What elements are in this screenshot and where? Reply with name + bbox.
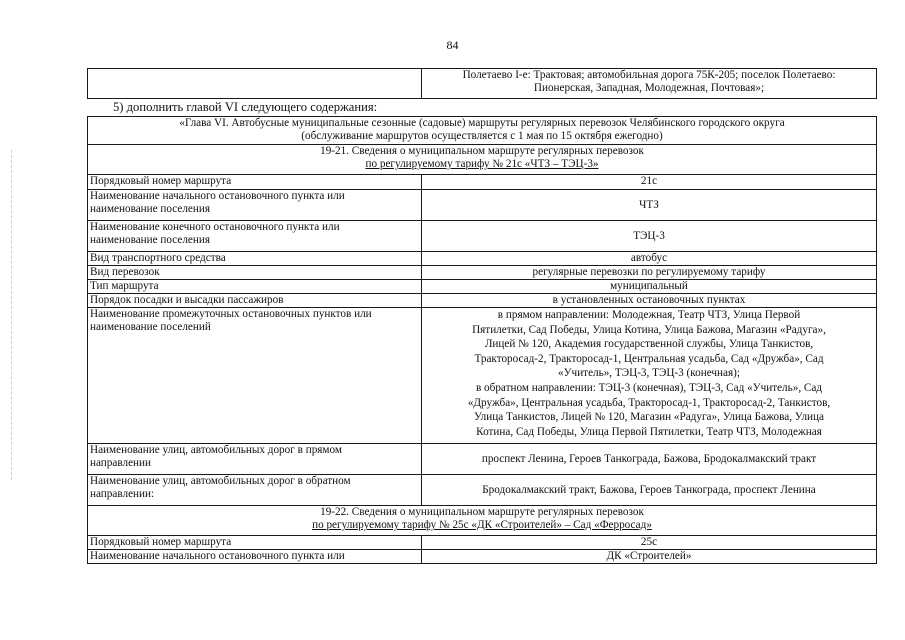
value-line: Тракторосад-2, Тракторосад-1, Центральная усадьба, Сад «Дружба», Сад <box>474 352 824 365</box>
label-line: Наименование начального остановочного пункта или <box>90 190 345 202</box>
value-line: ДК «Строителей» <box>606 550 692 562</box>
top-table-fragment <box>87 68 877 99</box>
table-row <box>88 69 877 99</box>
route-21-heading-row <box>88 145 877 175</box>
row-value <box>422 280 877 294</box>
value-line: Бродокалмакский тракт, Бажова, Героев Танкограда, проспект Ленина <box>482 483 816 496</box>
label-line: направлении: <box>90 488 155 500</box>
value-line: ЧТЗ <box>639 198 659 211</box>
chapter-title-line: «Глава VI. Автобусные муниципальные сезонные (садовые) маршруты регулярных перевозок Челябинского городского округа <box>179 117 785 129</box>
label-line: наименование поселения <box>90 234 210 246</box>
row-label <box>88 444 422 475</box>
value-line: Улица Танкистов, Лицей № 120, Магазин «Радуга», Улица Бажова, Улица <box>474 411 824 424</box>
row-label <box>88 280 422 294</box>
route-heading-line: по регулируемому тарифу № 25с «ДК «Строителей» – Сад «Ферросад» <box>312 519 652 531</box>
value-line: в обратном направлении: ТЭЦ-3 (конечная), ТЭЦ-3, Сад «Учитель», Сад <box>475 381 823 394</box>
label-line: Вид транспортного средства <box>90 252 226 264</box>
row-value <box>422 252 877 266</box>
section-5-heading: 5) дополнить главой VI следующего содержания: <box>113 100 378 114</box>
value-cell <box>422 69 877 99</box>
row-value <box>422 550 877 564</box>
table-row <box>88 294 877 308</box>
route-heading-line: 19-22. Сведения о муниципальном маршруте регулярных перевозок <box>320 506 644 518</box>
route-25-heading <box>88 506 877 536</box>
value-line: Пятилетки, Сад Победы, Улица Котина, Улица Бажова, Магазин «Радуга», <box>472 323 826 336</box>
route-25-heading-row <box>88 506 877 536</box>
label-line: Тип маршрута <box>90 280 159 292</box>
row-label <box>88 252 422 266</box>
label-line: Порядковый номер маршрута <box>90 536 232 548</box>
row-label <box>88 221 422 252</box>
empty-label-cell <box>88 69 422 99</box>
page-number: 84 <box>446 38 459 52</box>
chapter-title <box>88 117 877 145</box>
value-line: в прямом направлении: Молодежная, Театр ЧТЗ, Улица Первой <box>497 309 801 321</box>
value-line: 21с <box>640 175 658 187</box>
label-line: Наименование улиц, автомобильных дорог в обратном <box>90 475 351 487</box>
table-row <box>88 475 877 506</box>
value-line: 25с <box>640 536 658 548</box>
row-value <box>422 308 877 444</box>
value-line: «Дружба», Центральная усадьба, Тракторосад-1, Тракторосад-2, Танкистов, <box>467 396 831 409</box>
row-value <box>422 475 877 506</box>
value-line: Полетаево I-е: Трактовая; автомобильная дорога 75К-205; поселок Полетаево: <box>462 69 836 81</box>
label-line: Порядок посадки и высадки пассажиров <box>90 294 284 306</box>
row-value <box>422 444 877 475</box>
table-row <box>88 175 877 190</box>
table-row <box>88 308 877 444</box>
row-label <box>88 266 422 280</box>
value-line: «Учитель», ТЭЦ-3, ТЭЦ-3 (конечная); <box>558 367 740 380</box>
label-line: Наименование промежуточных остановочных пунктов или <box>90 308 372 320</box>
label-line: Порядковый номер маршрута <box>90 175 232 187</box>
value-line: ТЭЦ-3 <box>633 229 665 242</box>
label-line: Наименование конечного остановочного пункта или <box>90 221 340 233</box>
table-row <box>88 536 877 550</box>
row-label <box>88 550 422 564</box>
label-line: наименование поселения <box>90 203 210 215</box>
row-value <box>422 175 877 190</box>
table-row <box>88 221 877 252</box>
scan-edge-mark <box>11 150 13 480</box>
route-heading-line: 19-21. Сведения о муниципальном маршруте регулярных перевозок <box>320 145 644 157</box>
row-label <box>88 308 422 444</box>
routes-table <box>87 116 877 564</box>
label-line: Вид перевозок <box>90 266 160 278</box>
label-line: наименование поселений <box>90 321 211 333</box>
route-21-heading <box>88 145 877 175</box>
table-row <box>88 280 877 294</box>
route-heading-line: по регулируемому тарифу № 21с «ЧТЗ – ТЭЦ-3» <box>365 158 599 170</box>
row-value <box>422 536 877 550</box>
table-row <box>88 550 877 564</box>
table-row <box>88 190 877 221</box>
row-value <box>422 190 877 221</box>
row-label <box>88 536 422 550</box>
value-line: Лицей № 120, Академия государственной службы, Улица Танкистов, <box>484 338 814 351</box>
table-row <box>88 266 877 280</box>
row-value <box>422 266 877 280</box>
table-row <box>88 252 877 266</box>
chapter-title-row <box>88 117 877 145</box>
value-line: муниципальный <box>610 280 688 292</box>
row-label <box>88 294 422 308</box>
value-line: Пионерская, Западная, Молодежная, Почтовая»; <box>533 82 765 94</box>
chapter-title-line: (обслуживание маршрутов осуществляется с 1 мая по 15 октября ежегодно) <box>301 130 663 142</box>
value-line: автобус <box>630 252 668 264</box>
row-label <box>88 475 422 506</box>
row-label <box>88 190 422 221</box>
label-line: Наименование начального остановочного пункта или <box>90 550 345 562</box>
table-row <box>88 444 877 475</box>
row-value <box>422 294 877 308</box>
value-line: проспект Ленина, Героев Танкограда, Бажова, Бродокалмакский тракт <box>481 452 817 465</box>
value-line: регулярные перевозки по регулируемому тарифу <box>532 266 766 278</box>
row-label <box>88 175 422 190</box>
row-value <box>422 221 877 252</box>
value-line: Котина, Сад Победы, Улица Первой Пятилетки, Театр ЧТЗ, Молодежная <box>476 425 822 438</box>
label-line: Наименование улиц, автомобильных дорог в прямом <box>90 444 342 456</box>
value-line: в установленных остановочных пунктах <box>552 294 746 306</box>
label-line: направлении <box>90 457 151 469</box>
